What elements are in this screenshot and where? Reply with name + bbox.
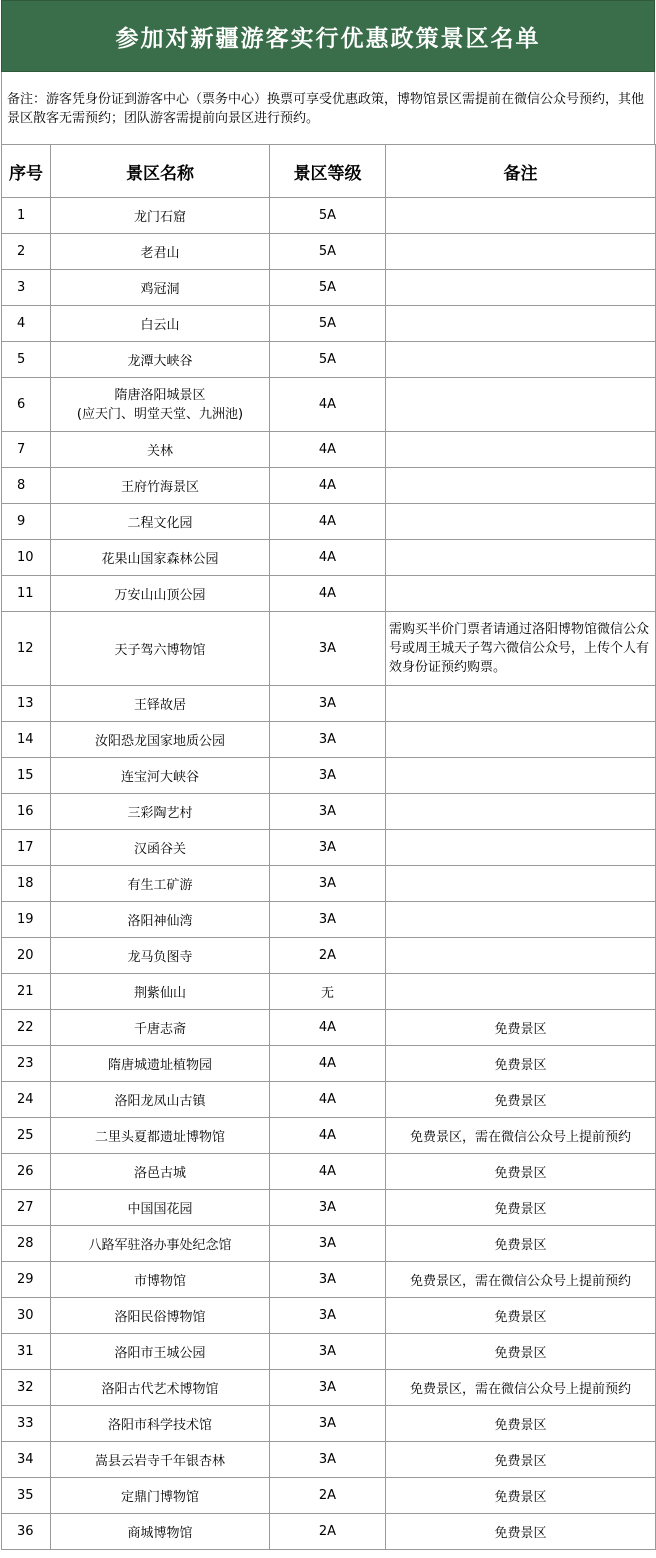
- cell-level: 4A: [270, 1118, 386, 1154]
- header-no: 序号: [2, 145, 51, 198]
- cell-no: 8: [2, 468, 51, 504]
- cell-remark: [386, 270, 656, 306]
- cell-remark: 免费景区: [386, 1226, 656, 1262]
- cell-name: 王府竹海景区: [51, 468, 270, 504]
- cell-level: 4A: [270, 1046, 386, 1082]
- cell-remark: [386, 686, 656, 722]
- table-header-row: [2, 145, 656, 198]
- cell-no: 26: [2, 1154, 51, 1190]
- cell-no: 35: [2, 1478, 51, 1514]
- cell-remark: [386, 576, 656, 612]
- cell-level: 3A: [270, 794, 386, 830]
- table-row: [2, 1046, 656, 1082]
- cell-level: 3A: [270, 1298, 386, 1334]
- cell-level: 5A: [270, 342, 386, 378]
- cell-no: 33: [2, 1406, 51, 1442]
- cell-no: 34: [2, 1442, 51, 1478]
- cell-level: 5A: [270, 198, 386, 234]
- table-row: [2, 686, 656, 722]
- cell-name: 王铎故居: [51, 686, 270, 722]
- table-row: [2, 342, 656, 378]
- cell-remark: [386, 504, 656, 540]
- cell-remark: 免费景区: [386, 1298, 656, 1334]
- cell-remark: 免费景区: [386, 1082, 656, 1118]
- cell-level: 4A: [270, 468, 386, 504]
- cell-level: 3A: [270, 722, 386, 758]
- cell-level: 3A: [270, 866, 386, 902]
- cell-name: 商城博物馆: [51, 1514, 270, 1550]
- cell-remark: 免费景区: [386, 1010, 656, 1046]
- cell-level: 2A: [270, 1478, 386, 1514]
- cell-name-line1: 隋唐洛阳城景区: [114, 387, 206, 403]
- cell-remark: [386, 830, 656, 866]
- cell-remark: 免费景区: [386, 1442, 656, 1478]
- cell-remark: 免费景区，需在微信公众号上提前预约: [386, 1118, 656, 1154]
- table-row: [2, 1190, 656, 1226]
- cell-level: 5A: [270, 234, 386, 270]
- table-row: [2, 1478, 656, 1514]
- cell-name: 中国国花园: [51, 1190, 270, 1226]
- page-title: 参加对新疆游客实行优惠政策景区名单: [1, 0, 655, 72]
- cell-no: 16: [2, 794, 51, 830]
- cell-name: 洛阳市科学技术馆: [51, 1406, 270, 1442]
- cell-no: 1: [2, 198, 51, 234]
- cell-name: 龙潭大峡谷: [51, 342, 270, 378]
- cell-level: 3A: [270, 902, 386, 938]
- cell-no: 7: [2, 432, 51, 468]
- cell-name: 龙门石窟: [51, 198, 270, 234]
- cell-name: 关林: [51, 432, 270, 468]
- cell-name: 鸡冠洞: [51, 270, 270, 306]
- cell-level: 3A: [270, 758, 386, 794]
- cell-no: 28: [2, 1226, 51, 1262]
- table-row: [2, 974, 656, 1010]
- cell-no: 12: [2, 612, 51, 686]
- table-row: [2, 504, 656, 540]
- cell-name: 洛阳市王城公园: [51, 1334, 270, 1370]
- header-level: 景区等级: [270, 145, 386, 198]
- cell-name: 三彩陶艺村: [51, 794, 270, 830]
- cell-remark: [386, 974, 656, 1010]
- cell-level: 3A: [270, 686, 386, 722]
- cell-name: 隋唐城遗址植物园: [51, 1046, 270, 1082]
- cell-no: 23: [2, 1046, 51, 1082]
- cell-remark: [386, 342, 656, 378]
- cell-remark: [386, 794, 656, 830]
- table-row: [2, 1334, 656, 1370]
- cell-level: 3A: [270, 1226, 386, 1262]
- cell-level: 无: [270, 974, 386, 1010]
- cell-level: 2A: [270, 1514, 386, 1550]
- cell-level: 3A: [270, 1190, 386, 1226]
- cell-remark: [386, 938, 656, 974]
- table-row: [2, 270, 656, 306]
- cell-remark: 免费景区: [386, 1190, 656, 1226]
- table-row: [2, 576, 656, 612]
- cell-level: 3A: [270, 1334, 386, 1370]
- table-row: [2, 1262, 656, 1298]
- cell-remark: 免费景区: [386, 1046, 656, 1082]
- cell-name: 龙马负图寺: [51, 938, 270, 974]
- cell-remark: 需购买半价门票者请通过洛阳博物馆微信公众号或周王城天子驾六微信公众号，上传个人有效身份证预约购票。: [386, 612, 656, 686]
- table-row: [2, 378, 656, 432]
- cell-level: 4A: [270, 1154, 386, 1190]
- cell-no: 25: [2, 1118, 51, 1154]
- cell-name: 花果山国家森林公园: [51, 540, 270, 576]
- table-row: [2, 938, 656, 974]
- cell-no: 30: [2, 1298, 51, 1334]
- cell-remark: [386, 468, 656, 504]
- document-page: [1, 0, 655, 1550]
- cell-no: 17: [2, 830, 51, 866]
- cell-remark: [386, 758, 656, 794]
- cell-no: 11: [2, 576, 51, 612]
- cell-level: 5A: [270, 270, 386, 306]
- cell-no: 10: [2, 540, 51, 576]
- cell-remark: [386, 378, 656, 432]
- table-row: [2, 612, 656, 686]
- table-row: [2, 1442, 656, 1478]
- cell-no: 14: [2, 722, 51, 758]
- cell-remark: 免费景区: [386, 1334, 656, 1370]
- cell-no: 9: [2, 504, 51, 540]
- cell-name: 有生工矿游: [51, 866, 270, 902]
- cell-name: 万安山山顶公园: [51, 576, 270, 612]
- cell-level: 4A: [270, 576, 386, 612]
- cell-name: 白云山: [51, 306, 270, 342]
- cell-name: 八路军驻洛办事处纪念馆: [51, 1226, 270, 1262]
- cell-remark: [386, 432, 656, 468]
- cell-name: 嵩县云岩寺千年银杏林: [51, 1442, 270, 1478]
- table-row: [2, 468, 656, 504]
- cell-name: 汝阳恐龙国家地质公园: [51, 722, 270, 758]
- cell-no: 20: [2, 938, 51, 974]
- cell-name: 汉函谷关: [51, 830, 270, 866]
- cell-level: 3A: [270, 1262, 386, 1298]
- cell-no: 27: [2, 1190, 51, 1226]
- cell-level: 3A: [270, 830, 386, 866]
- cell-level: 3A: [270, 612, 386, 686]
- table-row: [2, 1406, 656, 1442]
- note-text: 备注：游客凭身份证到游客中心（票务中心）换票可享受优惠政策，博物馆景区需提前在微信公众号预约，其他景区散客无需预约；团队游客需提前向景区进行预约。: [1, 72, 655, 144]
- table-row: [2, 306, 656, 342]
- cell-name: 洛阳古代艺术博物馆: [51, 1370, 270, 1406]
- table-row: [2, 1118, 656, 1154]
- table-row: [2, 794, 656, 830]
- table-row: [2, 198, 656, 234]
- cell-remark: 免费景区: [386, 1514, 656, 1550]
- cell-remark: [386, 540, 656, 576]
- cell-remark: 免费景区: [386, 1154, 656, 1190]
- cell-name: 洛阳神仙湾: [51, 902, 270, 938]
- cell-name: 连宝河大峡谷: [51, 758, 270, 794]
- cell-name: 二程文化园: [51, 504, 270, 540]
- cell-name: 天子驾六博物馆: [51, 612, 270, 686]
- cell-level: 4A: [270, 1082, 386, 1118]
- cell-no: 19: [2, 902, 51, 938]
- table-body: [2, 198, 656, 1550]
- table-row: [2, 1154, 656, 1190]
- cell-name: 洛邑古城: [51, 1154, 270, 1190]
- cell-name: [51, 378, 270, 432]
- cell-no: 21: [2, 974, 51, 1010]
- table-row: [2, 722, 656, 758]
- cell-no: 29: [2, 1262, 51, 1298]
- cell-name: 二里头夏都遗址博物馆: [51, 1118, 270, 1154]
- table-row: [2, 1370, 656, 1406]
- cell-remark: [386, 902, 656, 938]
- cell-level: 4A: [270, 432, 386, 468]
- cell-no: 5: [2, 342, 51, 378]
- header-name: 景区名称: [51, 145, 270, 198]
- cell-level: 3A: [270, 1406, 386, 1442]
- cell-level: 5A: [270, 306, 386, 342]
- cell-no: 4: [2, 306, 51, 342]
- cell-remark: 免费景区: [386, 1478, 656, 1514]
- cell-remark: 免费景区，需在微信公众号上提前预约: [386, 1370, 656, 1406]
- cell-remark: 免费景区: [386, 1406, 656, 1442]
- cell-remark: [386, 234, 656, 270]
- table-row: [2, 1298, 656, 1334]
- cell-no: 22: [2, 1010, 51, 1046]
- header-remark: 备注: [386, 145, 656, 198]
- table-row: [2, 1010, 656, 1046]
- cell-no: 31: [2, 1334, 51, 1370]
- table-row: [2, 830, 656, 866]
- cell-name: 老君山: [51, 234, 270, 270]
- cell-level: 4A: [270, 504, 386, 540]
- cell-remark: [386, 198, 656, 234]
- cell-level: 4A: [270, 1010, 386, 1046]
- table-row: [2, 758, 656, 794]
- cell-name: 洛阳龙凤山古镇: [51, 1082, 270, 1118]
- cell-level: 3A: [270, 1370, 386, 1406]
- cell-remark: [386, 866, 656, 902]
- cell-no: 32: [2, 1370, 51, 1406]
- cell-no: 6: [2, 378, 51, 432]
- cell-no: 3: [2, 270, 51, 306]
- cell-level: 2A: [270, 938, 386, 974]
- cell-level: 4A: [270, 378, 386, 432]
- table-row: [2, 1226, 656, 1262]
- cell-remark: 免费景区，需在微信公众号上提前预约: [386, 1262, 656, 1298]
- table-row: [2, 432, 656, 468]
- cell-no: 2: [2, 234, 51, 270]
- table-row: [2, 1514, 656, 1550]
- cell-name-line2: (应天门、明堂天堂、九洲池): [76, 406, 244, 422]
- table-row: [2, 866, 656, 902]
- scenic-spot-table: [1, 144, 656, 1550]
- cell-no: 36: [2, 1514, 51, 1550]
- cell-name: 荆紫仙山: [51, 974, 270, 1010]
- cell-no: 13: [2, 686, 51, 722]
- cell-level: 4A: [270, 540, 386, 576]
- table-row: [2, 1082, 656, 1118]
- cell-no: 18: [2, 866, 51, 902]
- cell-remark: [386, 306, 656, 342]
- cell-name: 定鼎门博物馆: [51, 1478, 270, 1514]
- cell-no: 24: [2, 1082, 51, 1118]
- table-row: [2, 902, 656, 938]
- table-row: [2, 234, 656, 270]
- cell-no: 15: [2, 758, 51, 794]
- cell-name: 洛阳民俗博物馆: [51, 1298, 270, 1334]
- cell-name: 市博物馆: [51, 1262, 270, 1298]
- cell-level: 3A: [270, 1442, 386, 1478]
- cell-remark: [386, 722, 656, 758]
- cell-name: 千唐志斋: [51, 1010, 270, 1046]
- table-row: [2, 540, 656, 576]
